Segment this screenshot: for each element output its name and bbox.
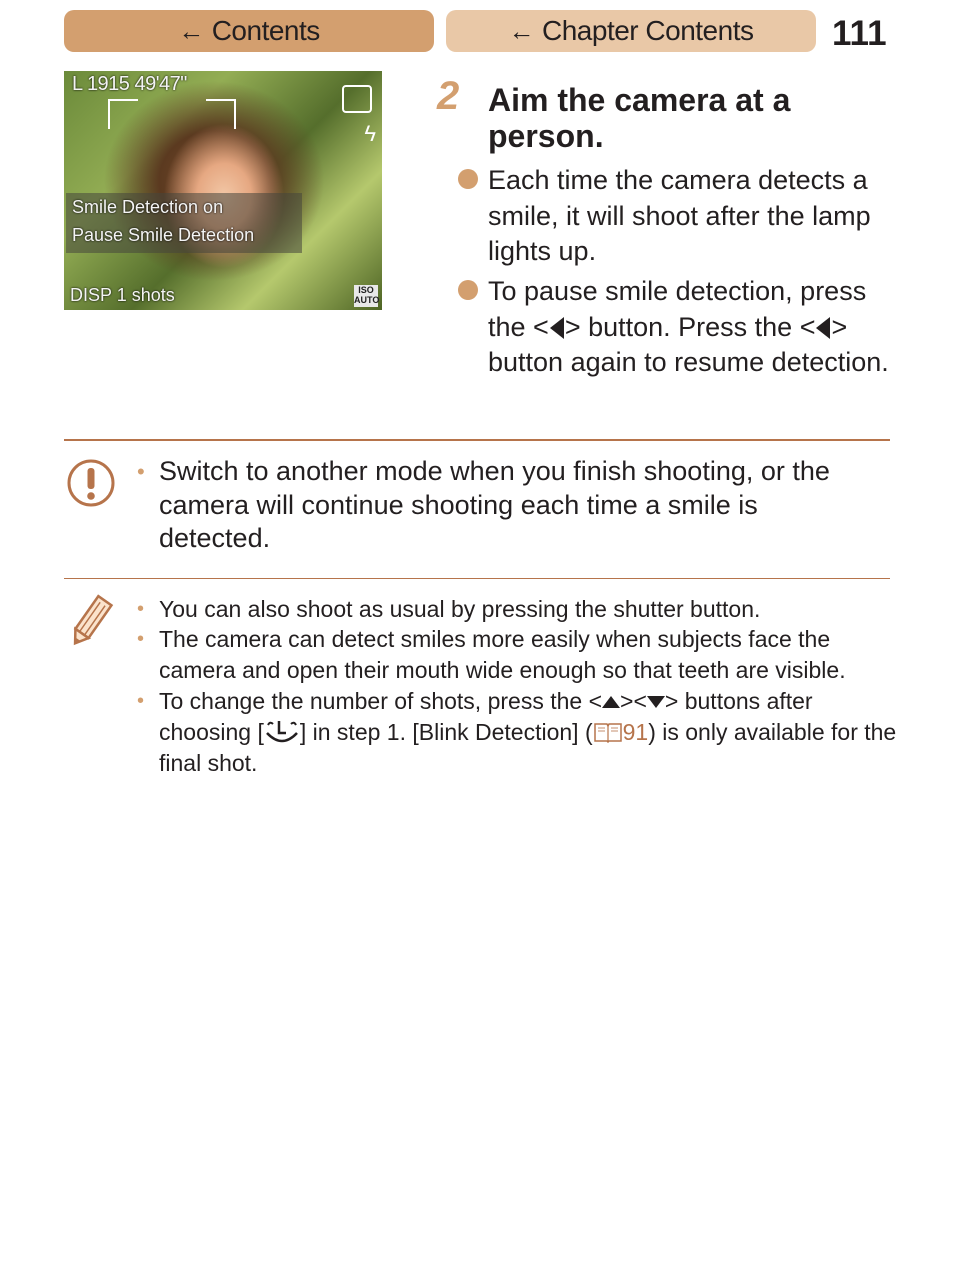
camera-screen-image bbox=[64, 71, 382, 310]
camera-bottom-readout: DISP 1 shots bbox=[70, 285, 175, 305]
note-item bbox=[137, 624, 899, 686]
page-reference-link[interactable]: 91 bbox=[622, 719, 649, 745]
smile-mode-icon bbox=[342, 85, 372, 113]
left-button-icon bbox=[816, 317, 830, 339]
camera-menu-line: Pause Smile Detection bbox=[72, 225, 255, 245]
arrow-left-icon: ← bbox=[508, 15, 535, 46]
af-frame-corner bbox=[108, 99, 138, 129]
step-bullet-text: > button. Press the < bbox=[564, 311, 816, 342]
caution-icon bbox=[66, 458, 116, 508]
section-divider bbox=[64, 439, 890, 441]
note-text: The camera can detect smiles more easily when subjects face the camera and open their mouth wide enough so that teeth are visible. bbox=[159, 626, 846, 683]
note-item bbox=[137, 686, 899, 779]
caution-body: Switch to another mode when you finish shooting, or the camera will continue shooting each time a smile is detected. bbox=[159, 456, 830, 553]
page-number: 111 bbox=[832, 14, 887, 53]
up-button-icon bbox=[602, 696, 620, 708]
bullet-icon: • bbox=[137, 628, 145, 650]
camera-menu-overlay bbox=[66, 193, 302, 253]
bullet-icon: • bbox=[137, 459, 145, 484]
arrow-left-icon: ← bbox=[178, 15, 204, 46]
chapter-contents-label: Chapter Contents bbox=[542, 15, 754, 46]
flash-auto-icon: ϟ bbox=[364, 121, 376, 146]
caution-text bbox=[137, 455, 859, 556]
camera-menu-line: Smile Detection on bbox=[72, 197, 224, 217]
af-frame-corner bbox=[206, 99, 236, 129]
camera-top-readout: L 1915 49'47" bbox=[72, 73, 187, 95]
note-item bbox=[137, 594, 899, 625]
bullet-icon: • bbox=[137, 598, 145, 620]
note-text: To change the number of shots, press the < bbox=[159, 688, 603, 714]
step-bullet-text: To pause smile detection, press the < bbox=[488, 276, 867, 342]
note-text: ] in step 1. [Blink Detection] ( bbox=[299, 719, 593, 745]
step-number: 2 bbox=[437, 74, 460, 118]
left-button-icon bbox=[550, 317, 564, 339]
book-icon bbox=[593, 721, 623, 743]
note-text: You can also shoot as usual by pressing the shutter button. bbox=[159, 596, 761, 622]
note-text: > buttons after choosing [ bbox=[159, 688, 813, 745]
step-bullet-item bbox=[488, 274, 898, 381]
chapter-contents-button[interactable] bbox=[446, 10, 816, 52]
iso-auto-icon: ISO AUTO bbox=[354, 285, 380, 305]
contents-label: Contents bbox=[211, 15, 320, 46]
step-bullet-item bbox=[488, 163, 898, 270]
note-text: ) is only available for the final shot. bbox=[159, 719, 897, 776]
pencil-icon bbox=[66, 594, 114, 650]
step-title: Aim the camera at a person. bbox=[488, 82, 791, 154]
down-button-icon bbox=[647, 696, 665, 708]
bullet-icon bbox=[458, 169, 478, 189]
step-bullet-text: Each time the camera detects a smile, it will shoot after the lamp lights up. bbox=[488, 165, 871, 266]
section-divider bbox=[64, 578, 890, 579]
contents-button[interactable] bbox=[64, 10, 434, 52]
bullet-icon: • bbox=[137, 690, 145, 712]
bullet-icon bbox=[458, 280, 478, 300]
note-text: >< bbox=[620, 688, 647, 714]
smile-shutter-icon bbox=[264, 719, 300, 745]
step-bullet-text: > button again to resume detection. bbox=[488, 311, 889, 377]
